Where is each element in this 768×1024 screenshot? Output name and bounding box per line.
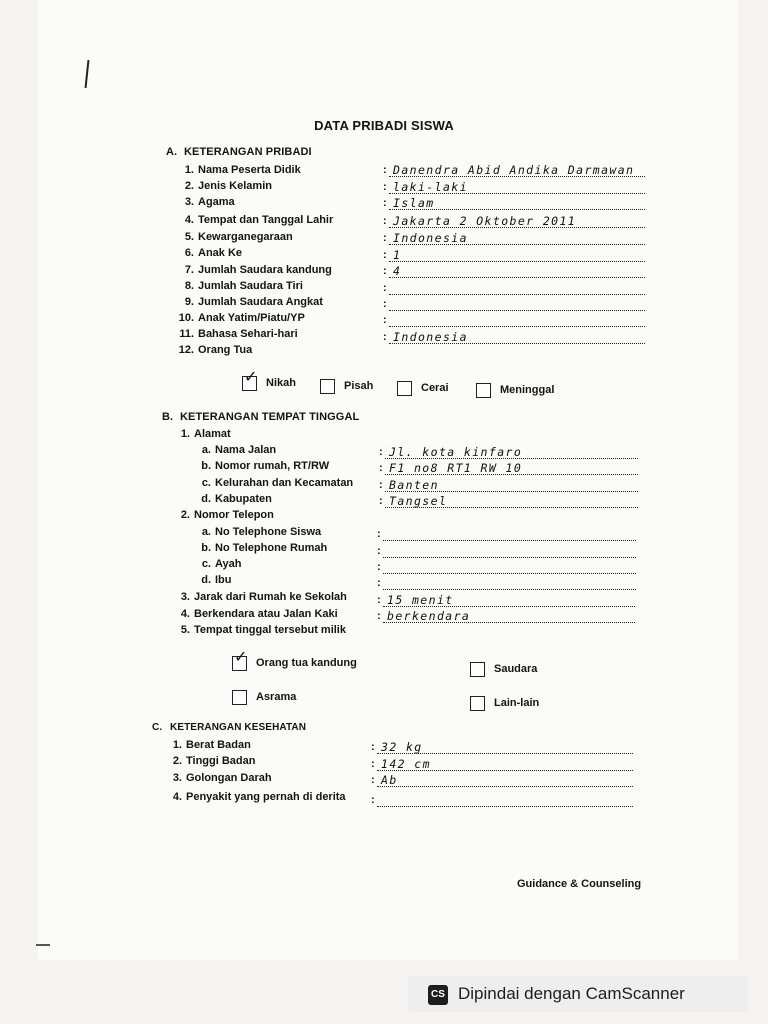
row-number: 10. [178,312,194,324]
row-sub-letter: a. [201,444,211,456]
handwritten-value: laki-laki [393,180,468,194]
colon: : [377,577,381,589]
row-number: 2. [172,755,182,767]
section-letter: A. [166,146,178,158]
row-number: 12. [178,344,194,356]
colon: : [383,249,387,261]
row-sub-letter: c. [201,477,211,489]
row-number: 5. [184,231,194,243]
handwritten-value: berkendara [387,609,471,623]
row-label: Ayah [215,558,242,570]
colon: : [383,164,387,176]
colon: : [377,528,381,540]
colon: : [371,794,375,806]
row-label: Alamat [194,428,231,440]
handwritten-value: F1 no8 RT1 RW 10 [389,461,523,475]
row-number: 3. [184,196,194,208]
field-penyakit[interactable] [371,793,633,809]
checkbox-box [470,662,485,677]
field-berat-badan[interactable] [371,740,633,756]
row-label: Jumlah Saudara Angkat [198,296,323,308]
section-letter: B. [162,411,174,423]
row-label: Jenis Kelamin [198,180,272,192]
checkbox-label: Orang tua kandung [256,657,357,669]
row-label: Tinggi Badan [186,755,256,767]
checkbox-label: Meninggal [500,384,555,396]
row-label: Orang Tua [198,344,253,356]
row-number: 3. [180,591,190,603]
colon: : [383,298,387,310]
colon: : [371,758,375,770]
row-label: No Telephone Rumah [215,542,328,554]
handwritten-value: 32 kg [381,740,423,754]
row-sub-letter: a. [201,526,211,538]
handwritten-value: Jl. kota kinfaro [389,445,523,459]
colon: : [383,282,387,294]
checkmark-icon: ✓ [244,369,258,386]
row-label: Anak Yatim/Piatu/YP [198,312,305,324]
row-sub-letter: b. [201,542,211,554]
row-number: 5. [180,624,190,636]
checkbox-box [232,690,247,705]
row-label: Nama Jalan [215,444,277,456]
page-edge-mark [36,944,50,946]
row-label: Nomor rumah, RT/RW [215,460,330,472]
row-label: Tempat tinggal tersebut milik [194,624,346,636]
colon: : [377,610,381,622]
row-sub-letter: d. [201,574,211,586]
row-number: 4. [184,214,194,226]
colon: : [379,479,383,491]
colon: : [383,215,387,227]
section-b-heading [162,411,359,423]
row-label: Berat Badan [186,739,251,751]
row-label: Kelurahan dan Kecamatan [215,477,354,489]
field-golongan-darah[interactable] [371,773,633,789]
dotted-line [389,326,645,327]
field-jumlah-saudara-tiri[interactable] [383,281,645,297]
checkbox-box [232,649,248,671]
field-jumlah-saudara-kandung[interactable] [383,264,645,280]
row-label: Tempat dan Tanggal Lahir [198,214,334,226]
field-telephone-siswa[interactable] [377,527,636,543]
field-nomor-rumah[interactable] [379,461,638,477]
checkbox-box [397,381,412,396]
checkbox-label: Asrama [256,691,297,703]
field-agama[interactable] [383,196,645,212]
dotted-line [389,294,645,295]
field-jenis-kelamin[interactable] [383,180,645,196]
row-label: Anak Ke [198,247,243,259]
dotted-line [383,557,636,558]
section-a-heading [166,146,312,158]
colon: : [379,462,383,474]
handwritten-value: Danendra Abid Andika Darmawan [393,163,635,177]
checkbox-box [320,379,335,394]
row-number: 9. [184,296,194,308]
field-anak-ke[interactable] [383,248,645,264]
row-label: No Telephone Siswa [215,526,322,538]
colon: : [383,181,387,193]
section-c-heading [152,722,306,733]
row-label: Berkendara atau Jalan Kaki [194,608,338,620]
colon: : [383,197,387,209]
row-number: 1. [180,428,190,440]
handwritten-value: 142 cm [381,757,431,771]
colon: : [377,594,381,606]
section-title: KETERANGAN TEMPAT TINGGAL [180,411,360,423]
colon: : [383,265,387,277]
checkbox-label: Nikah [266,377,296,389]
row-label: Jumlah Saudara Tiri [198,280,303,292]
colon: : [377,545,381,557]
row-number: 8. [184,280,194,292]
handwritten-value: Indonesia [393,330,468,344]
row-label: Ibu [215,574,232,586]
handwritten-value: 15 menit [387,593,454,607]
row-number: 4. [172,791,182,803]
field-nama-jalan[interactable] [379,445,638,461]
checkbox-box [476,383,491,398]
row-label: Bahasa Sehari-hari [198,328,298,340]
checkmark-icon: ✓ [234,649,248,666]
camscanner-logo-icon: CS [428,985,448,1005]
field-jumlah-saudara-angkat[interactable] [383,297,645,313]
field-kabupaten[interactable] [379,494,638,510]
checkbox-label: Pisah [344,380,374,392]
dotted-line [383,589,636,590]
document-title: DATA PRIBADI SISWA [314,118,454,133]
row-number: 6. [184,247,194,259]
checkbox-box [470,696,485,711]
colon: : [383,314,387,326]
watermark-text: Dipindai dengan CamScanner [458,984,685,1003]
field-jarak-rumah-sekolah[interactable] [377,593,635,609]
colon: : [383,331,387,343]
dotted-line [383,540,636,541]
checkbox-label: Saudara [494,663,538,675]
colon: : [371,774,375,786]
handwritten-value: Banten [389,478,439,492]
dotted-line [377,786,633,787]
field-berkendara-jalan-kaki[interactable] [377,609,635,625]
row-label: Jarak dari Rumah ke Sekolah [194,591,347,603]
handwritten-value: Islam [393,196,435,210]
colon: : [379,495,383,507]
row-number: 1. [184,164,194,176]
handwritten-value: Tangsel [389,494,448,508]
dotted-line [389,261,645,262]
colon: : [379,446,383,458]
checkbox-box [242,369,258,391]
row-label: Nomor Telepon [194,509,274,521]
row-label: Golongan Darah [186,772,272,784]
footer-text: Guidance & Counseling [517,878,642,890]
checkbox-label: Lain-lain [494,697,540,709]
row-label: Kewarganegaraan [198,231,293,243]
dotted-line [389,310,645,311]
section-title: KETERANGAN PRIBADI [184,146,312,158]
field-nama-peserta-didik[interactable] [383,163,645,179]
dotted-line [383,573,636,574]
row-number: 2. [184,180,194,192]
field-ayah[interactable] [377,560,636,576]
row-label: Penyakit yang pernah di derita [186,791,346,803]
row-number: 11. [179,328,194,340]
row-number: 7. [184,264,194,276]
camscanner-watermark [408,976,748,1012]
field-tinggi-badan[interactable] [371,757,633,773]
section-letter: C. [152,722,163,733]
field-ibu[interactable] [377,576,636,592]
handwritten-value: Indonesia [393,231,468,245]
field-telephone-rumah[interactable] [377,544,636,560]
field-bahasa-sehari-hari[interactable] [383,330,645,346]
colon: : [371,741,375,753]
field-anak-yatim-piatu[interactable] [383,313,645,329]
row-label: Kabupaten [215,493,272,505]
field-tempat-tanggal-lahir[interactable] [383,214,645,230]
field-kelurahan-kecamatan[interactable] [379,478,638,494]
handwritten-value: 1 [393,248,402,262]
dotted-line [377,806,633,807]
colon: : [377,561,381,573]
handwritten-value: Jakarta 2 Oktober 2011 [393,214,577,228]
row-label: Jumlah Saudara kandung [198,264,332,276]
row-sub-letter: c. [201,558,211,570]
row-label: Agama [198,196,235,208]
handwritten-value: 4 [393,264,402,278]
row-sub-letter: d. [201,493,211,505]
row-number: 1. [172,739,182,751]
colon: : [383,232,387,244]
row-sub-letter: b. [201,460,211,472]
dotted-line [389,277,645,278]
field-kewarganegaraan[interactable] [383,231,645,247]
row-label: Nama Peserta Didik [198,164,301,176]
row-number: 2. [180,509,190,521]
section-title: KETERANGAN KESEHATAN [170,722,307,733]
handwritten-value: Ab [381,773,398,787]
row-number: 3. [172,772,182,784]
checkbox-label: Cerai [421,382,449,394]
row-number: 4. [180,608,190,620]
